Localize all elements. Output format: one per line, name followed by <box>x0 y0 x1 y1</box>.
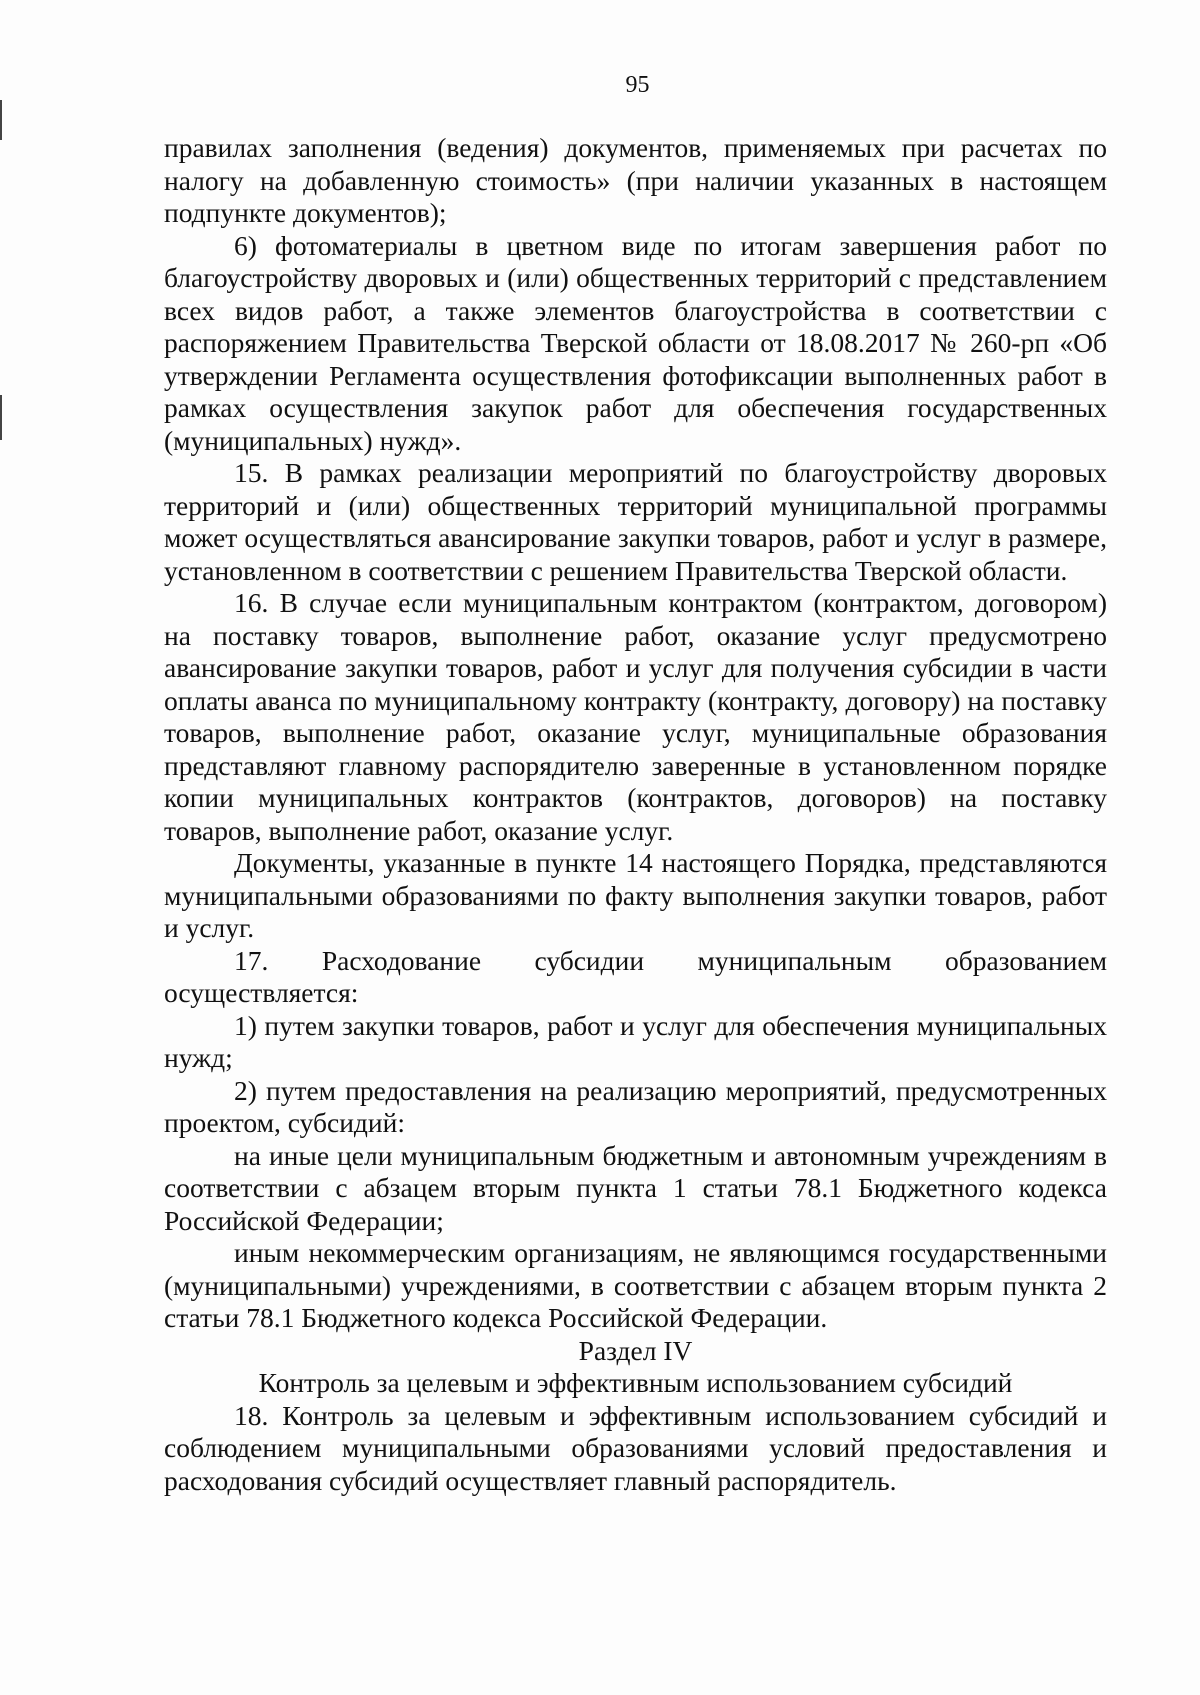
paragraph: 17. Расходование субсидии муниципальным образованием осуществляется: <box>164 944 1107 1008</box>
paragraph: 18. Контроль за целевым и эффективным использованием субсидий и соблюдением муниципальными образованиями условий предоставления и расходования субсидий осуществляет главный распорядитель. <box>164 1399 1107 1496</box>
paragraph: на иные цели муниципальным бюджетным и автономным учреждениям в соответствии с абзацем вторым пункта 1 статьи 78.1 Бюджетного кодекса Российской Федерации; <box>164 1139 1107 1236</box>
paragraph: 1) путем закупки товаров, работ и услуг для обеспечения муниципальных нужд; <box>164 1009 1107 1073</box>
paragraph: правилах заполнения (ведения) документов, применяемых при расчетах по налогу на добавленную стоимость» (при наличии указанных в настоящем подпункте документов); <box>164 132 1107 228</box>
paragraph: Документы, указанные в пункте 14 настоящего Порядка, представляются муниципальными образованиями по факту выполнения закупки товаров, работ и услуг. <box>164 847 1107 943</box>
page-number: 95 <box>625 72 650 98</box>
paragraph: иным некоммерческим организациям, не являющимся государственными (муниципальными) учреждениями, в соответствии с абзацем вторым пункта 2 статьи 78.1 Бюджетного кодекса Российской Федерации. <box>164 1237 1107 1333</box>
paragraph: 15. В рамках реализации мероприятий по благоустройству дворовых территорий и (или) общественных территорий муниципальной программы может осуществляться авансирование закупки товаров, работ и услуг в размере, установленном в соответствии с решением Правительства Тверской области. <box>164 457 1107 586</box>
section-subtitle: Контроль за целевым и эффективным использованием субсидий <box>258 1367 1013 1398</box>
paragraph: 2) путем предоставления на реализацию мероприятий, предусмотренных проектом, субсидий: <box>164 1074 1107 1138</box>
scan-edge-mark <box>0 395 2 440</box>
paragraph: 16. В случае если муниципальным контрактом (контрактом, договором) на поставку товаров, выполнение работ, оказание услуг предусмотрено авансирование закупки товаров, работ и услуг для получения субсидии в части оплаты аванса по муниципальному контракту (контракту, договору) на поставку товаров, выполнение работ, оказание услуг, муниципальные образования представляют главному распорядителю заверенные в установленном порядке копии муниципальных контрактов (контрактов, договоров) на поставку товаров, выполнение работ, оказание услуг. <box>164 587 1107 846</box>
section-title: Раздел IV <box>578 1334 693 1366</box>
paragraph: 6) фотоматериалы в цветном виде по итогам завершения работ по благоустройству дворовых и (или) общественных территорий с представлением всех видов работ, а также элементов благоустройства в соответствии с распоряжением Правительства Тверской области от 18.08.2017 № 260-рп «Об утверждении Регламента осуществления фотофиксации выполненных работ в рамках осуществления закупок работ для обеспечения государственных (муниципальных) нужд». <box>164 229 1107 456</box>
document-body <box>164 132 1107 1497</box>
scan-edge-mark <box>0 100 2 140</box>
